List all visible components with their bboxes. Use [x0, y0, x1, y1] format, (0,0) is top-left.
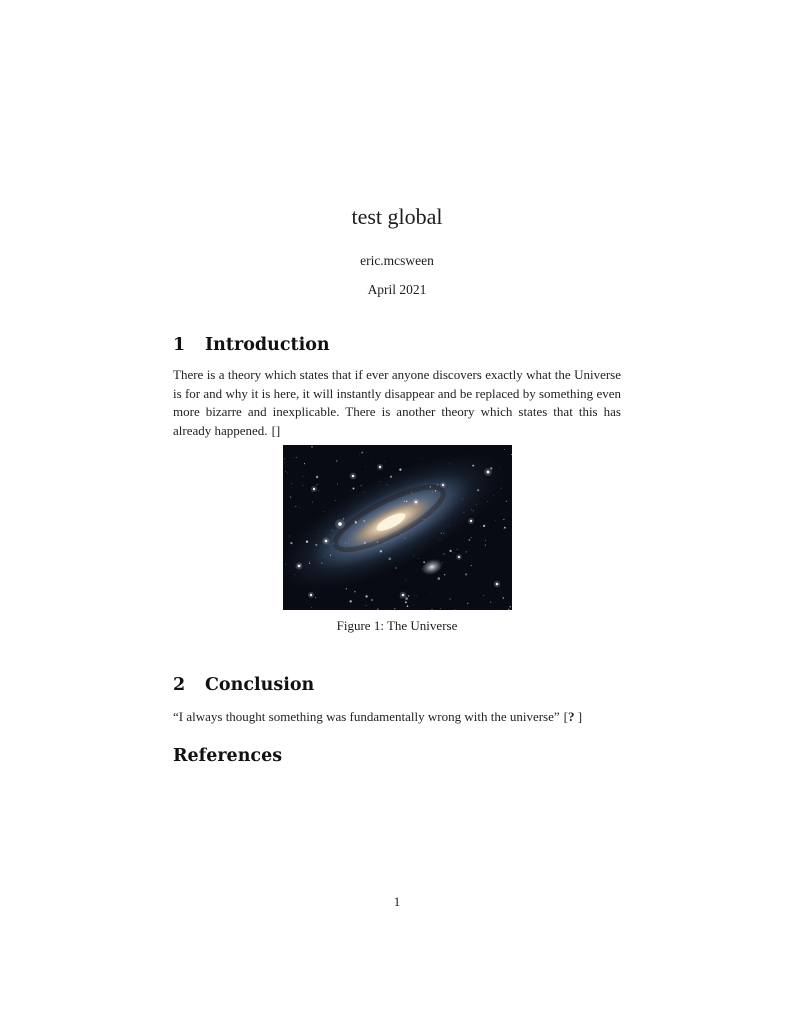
conclusion-paragraph [173, 708, 643, 726]
unresolved-citation-marker: [? ] [563, 709, 583, 724]
date-line: April 2021 [367, 282, 427, 297]
introduction-paragraph [173, 366, 621, 440]
author-line: eric.mcsween [360, 253, 434, 268]
empty-citation-marker: [] [271, 422, 281, 438]
section-number: 1 [173, 335, 186, 355]
section-heading-conclusion [173, 674, 314, 696]
galaxy-illustration [283, 445, 512, 610]
page-number: 1 [393, 894, 401, 909]
figure-caption: Figure 1: The Universe [336, 618, 458, 633]
universe-figure-image [283, 445, 512, 610]
references-heading: References [173, 746, 283, 766]
paragraph-text: There is a theory which states that if ever anyone discovers exactly what the Universe is for and why it is here, it will instantly disappear and be replaced by something even more bizarre and inexplicable. There is another theory which states that this has already happened. [173, 367, 621, 438]
section-heading-introduction [173, 334, 330, 356]
page-title: test global [351, 204, 443, 229]
section-title: Introduction [205, 335, 330, 355]
section-number: 2 [173, 675, 186, 695]
quote-text: “I always thought something was fundamentally wrong with the universe” [173, 709, 560, 724]
section-title: Conclusion [205, 675, 315, 695]
